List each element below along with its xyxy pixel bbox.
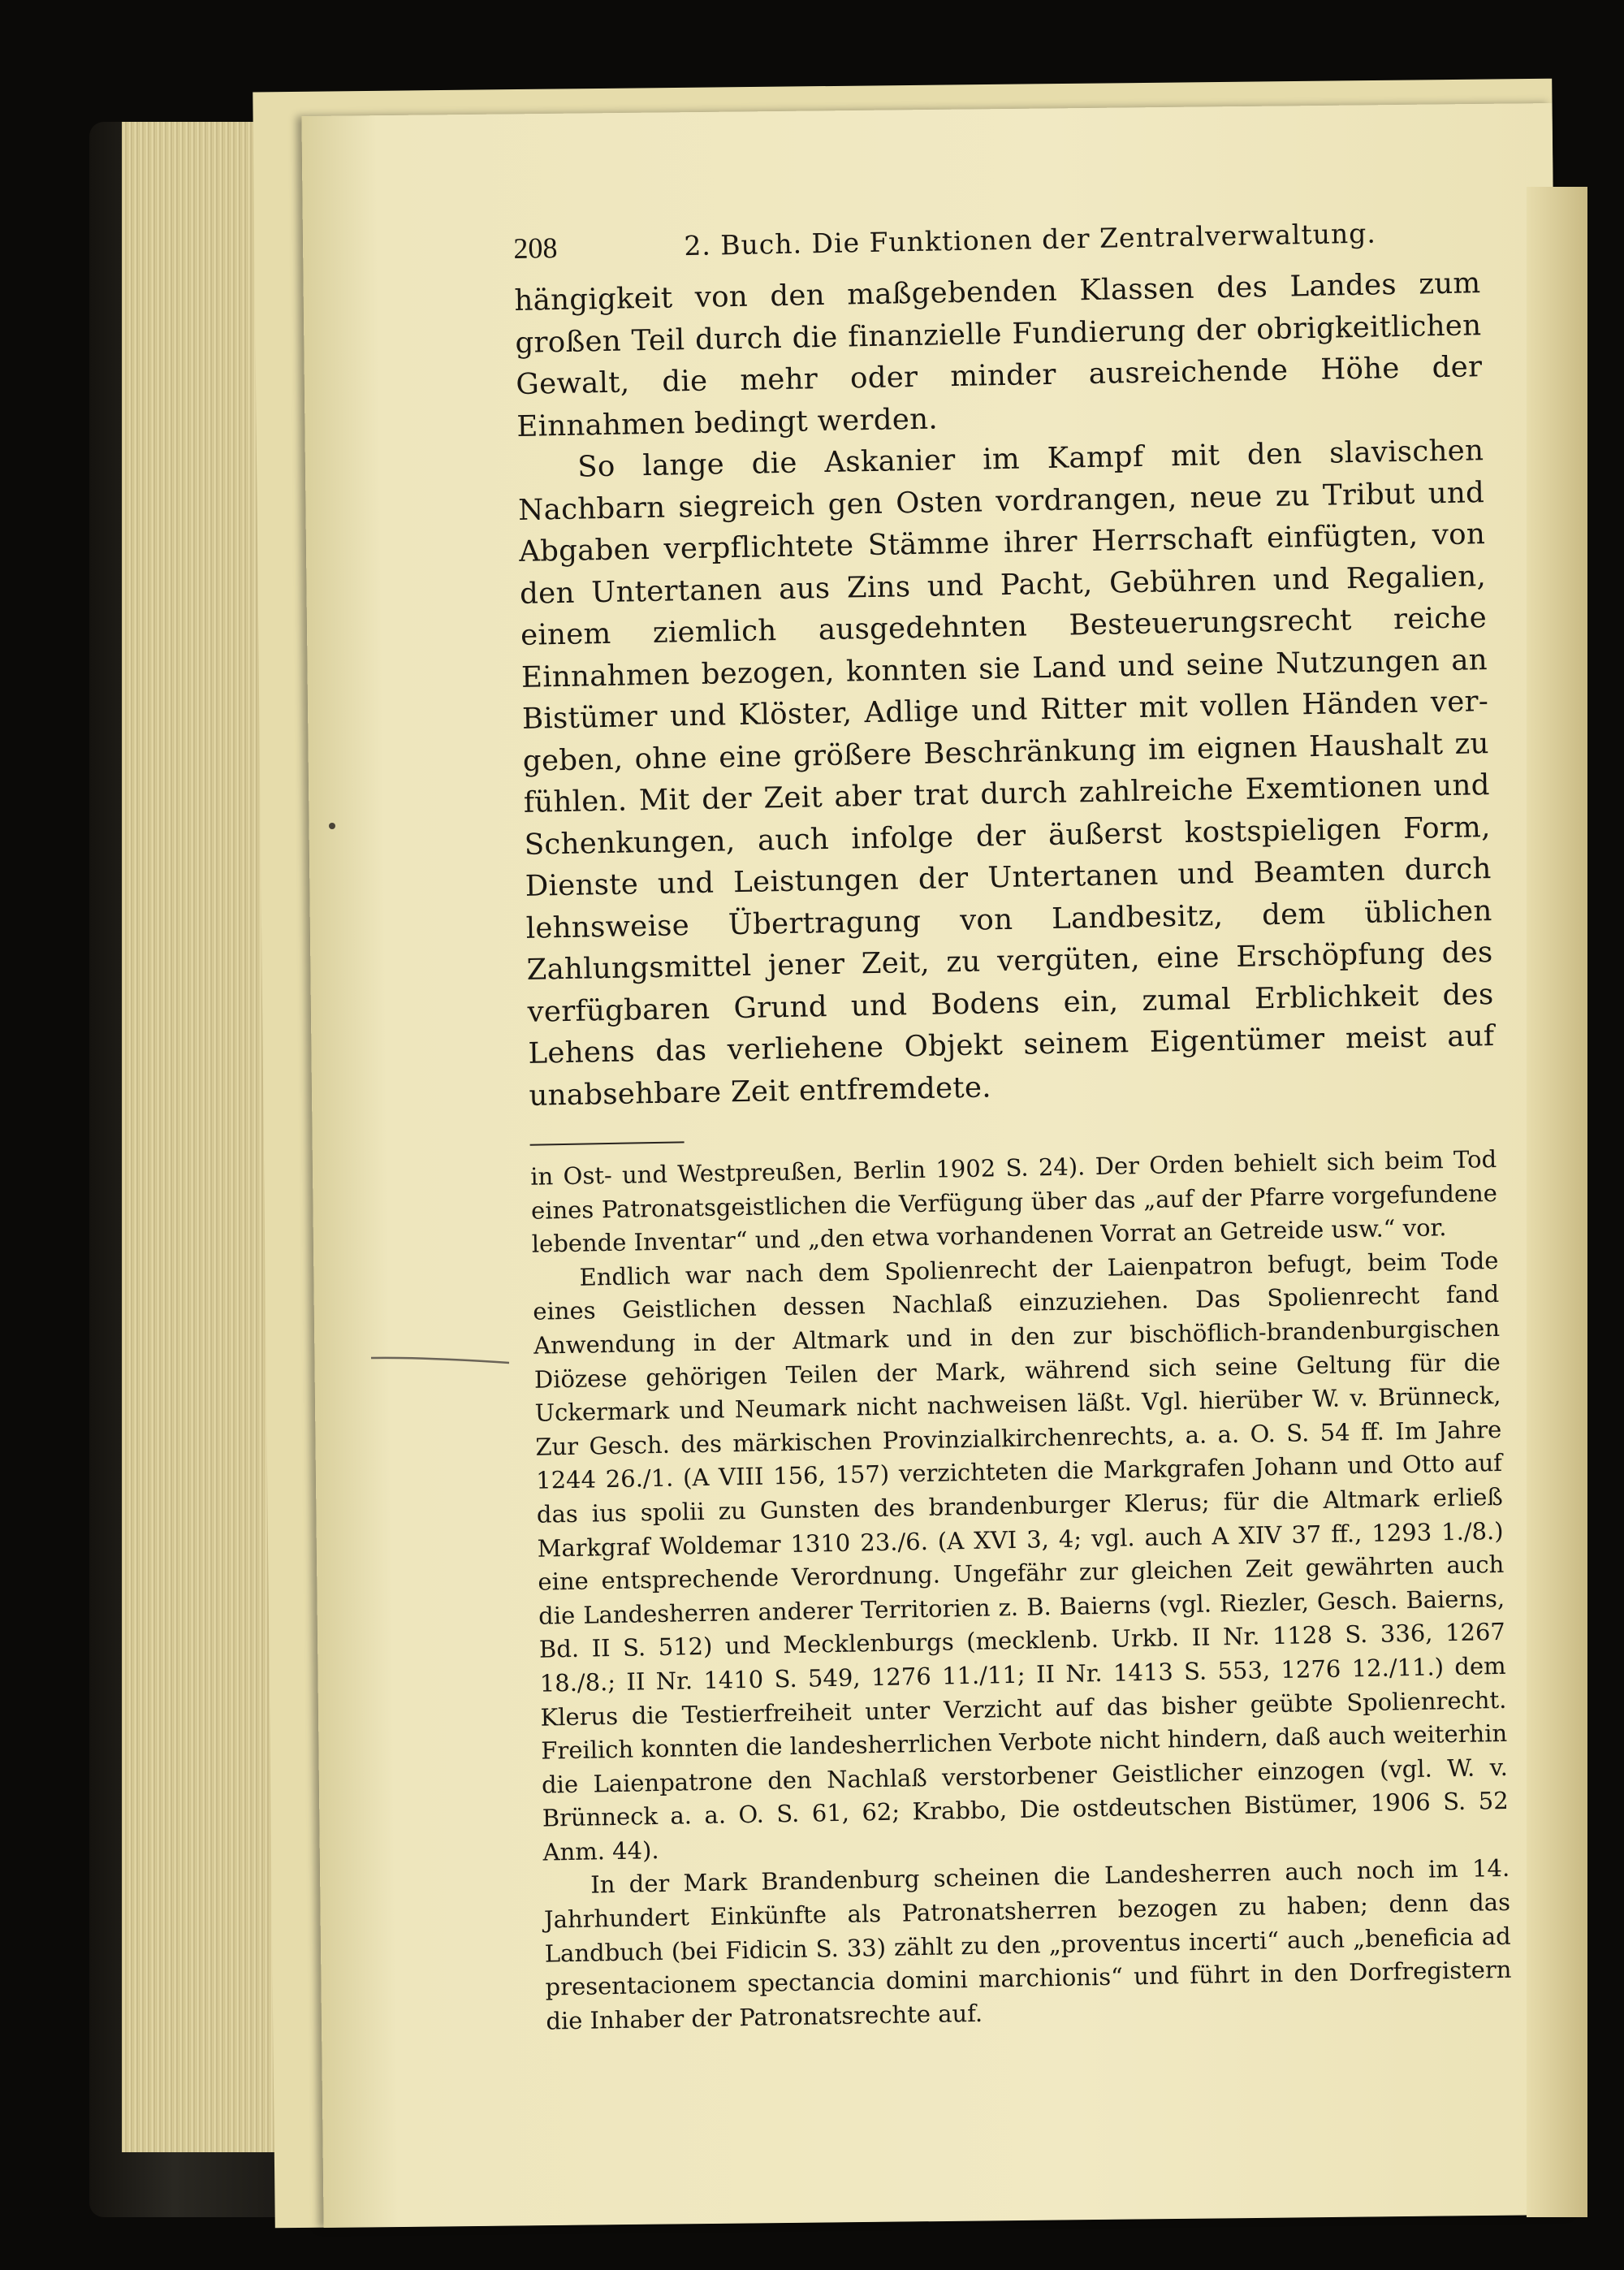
footnote-separator [530,1141,685,1145]
footnotes [530,1143,1513,2039]
right-page-edge [1527,187,1587,2217]
main-text [514,262,1496,1117]
body-paragraph: hängigkeit von den maßgebenden Klassen des Landes zum großen Teil durch die finanzielle Fundierung der obrigkeitlichen Gewalt, die mehr oder minder ausreichende Höhe der Einnahmen bedingt werden. [514,266,1483,443]
page-content [513,214,1513,2039]
footnote-paragraph: Endlich war nach dem Spolienrecht der Laienpatron befugt, beim Tode eines Geistlichen dessen Nachlaß einzuziehen. Das Spolienrecht fand Anwendung in der Altmark und in den zur bischöflich-brandenburgischen Diözese gehörigen Teilen der Mark, während sich seine Geltung für die Uckermark und Neumark nicht nachweisen läßt. Vgl. hierüber W. v. Brünneck, Zur Gesch. des märkischen Provinzialkirchenrechts, a. a. O. S. 54 ff. Im Jahre 1244 26./1. (A VIII 156, 157) verzichteten die Markgrafen Johann und Otto auf das ius spolii zu Gunsten des brandenburger Klerus; für die Altmark erließ Markgraf Woldemar 1310 23./6. (A XVI 3, 4; vgl. auch A XIV 37 ff., 1293 1./8.) eine entsprechende Verordnung. Ungefähr zur gleichen Zeit gewährten auch die Landesherren anderer Territorien z. B. Baierns (vgl. Riezler, Gesch. Baierns, Bd. II S. 512) und Mecklenburgs (mecklenb. Urkb. II Nr. 1128 S. 336, 1267 18./8.; II Nr. 1410 S. 549, 1276 11./11; II Nr. 1413 S. 553, 1276 12./11.) dem Klerus die Testierfreiheit unter Verzicht auf das bisher geübte Spolienrecht. Freilich konnten die landesherrlichen Verbote nicht hindern, daß auch weiterhin die Laienpatrone den Nachlaß verstorbener Geistlicher einzogen (vgl. W. v. Brünneck a. a. O. S. 61, 62; Krabbo, Die ostdeutschen Bistümer, 1906 S. 52 Anm. 44). [533,1246,1509,1866]
footnote-paragraph: in Ost- und Westpreußen, Berlin 1902 S. 24). Der Orden behielt sich beim Tod eines Patronatsgeistlichen die Verfügung über das „auf der Pfarre vorgefundene lebende Inventar“ und „den etwa vorhandenen Vorrat an Getreide usw.“ vor. [530,1145,1498,1258]
running-title: 2. Buch. Die Funktionen der Zentralverwaltung. [684,217,1377,262]
pencil-margin-mark [369,1355,512,1366]
page-number: 208 [513,231,558,265]
body-paragraph: So lange die Askanier im Kampf mit den slavischen Nachbarn siegreich gen Osten vordrangen, neue zu Tribut und Abgaben verpflichtete Stämme ihrer Herrschaft einfügten, von den Untertanen aus Zins und Pacht, Gebühren und Regalien, einem ziemlich ausgedehnten Besteuerungsrecht reiche Einnahmen bezogen, konnten sie Land und seine Nutzungen an Bistümer und Klöster, Adlige und Ritter mit vollen Händen vergeben, ohne eine größere Beschränkung im eignen Haushalt zu fühlen. Mit der Zeit aber trat durch zahlreiche Exemtionen und Schenkungen, auch infolge der äußerst kostspieligen Form, Dienste und Leistungen der Untertanen und Beamten durch lehnsweise Übertragung von Landbesitz, dem üblichen Zahlungsmittel jener Zeit, zu vergüten, eine Erschöpfung des verfügbaren Grund und Bodens ein, zumal Erblichkeit des Lehens das verliehene Objekt seinem Eigentümer meist auf unabsehbare Zeit entfremdete. [517,434,1495,1113]
footnote-paragraph: In der Mark Brandenburg scheinen die Landesherren auch noch im 14. Jahrhundert Einkünfte als Patronatsherren bezogen zu haben; denn das Landbuch (bei Fidicin S. 33) zählt zu den „proventus incerti“ auch „beneficia ad presentacionem spectancia domini marchionis“ und führt in den Dorfregistern die Inhaber der Patronatsrechte auf. [543,1854,1512,2035]
ink-dot-mark [329,823,335,829]
